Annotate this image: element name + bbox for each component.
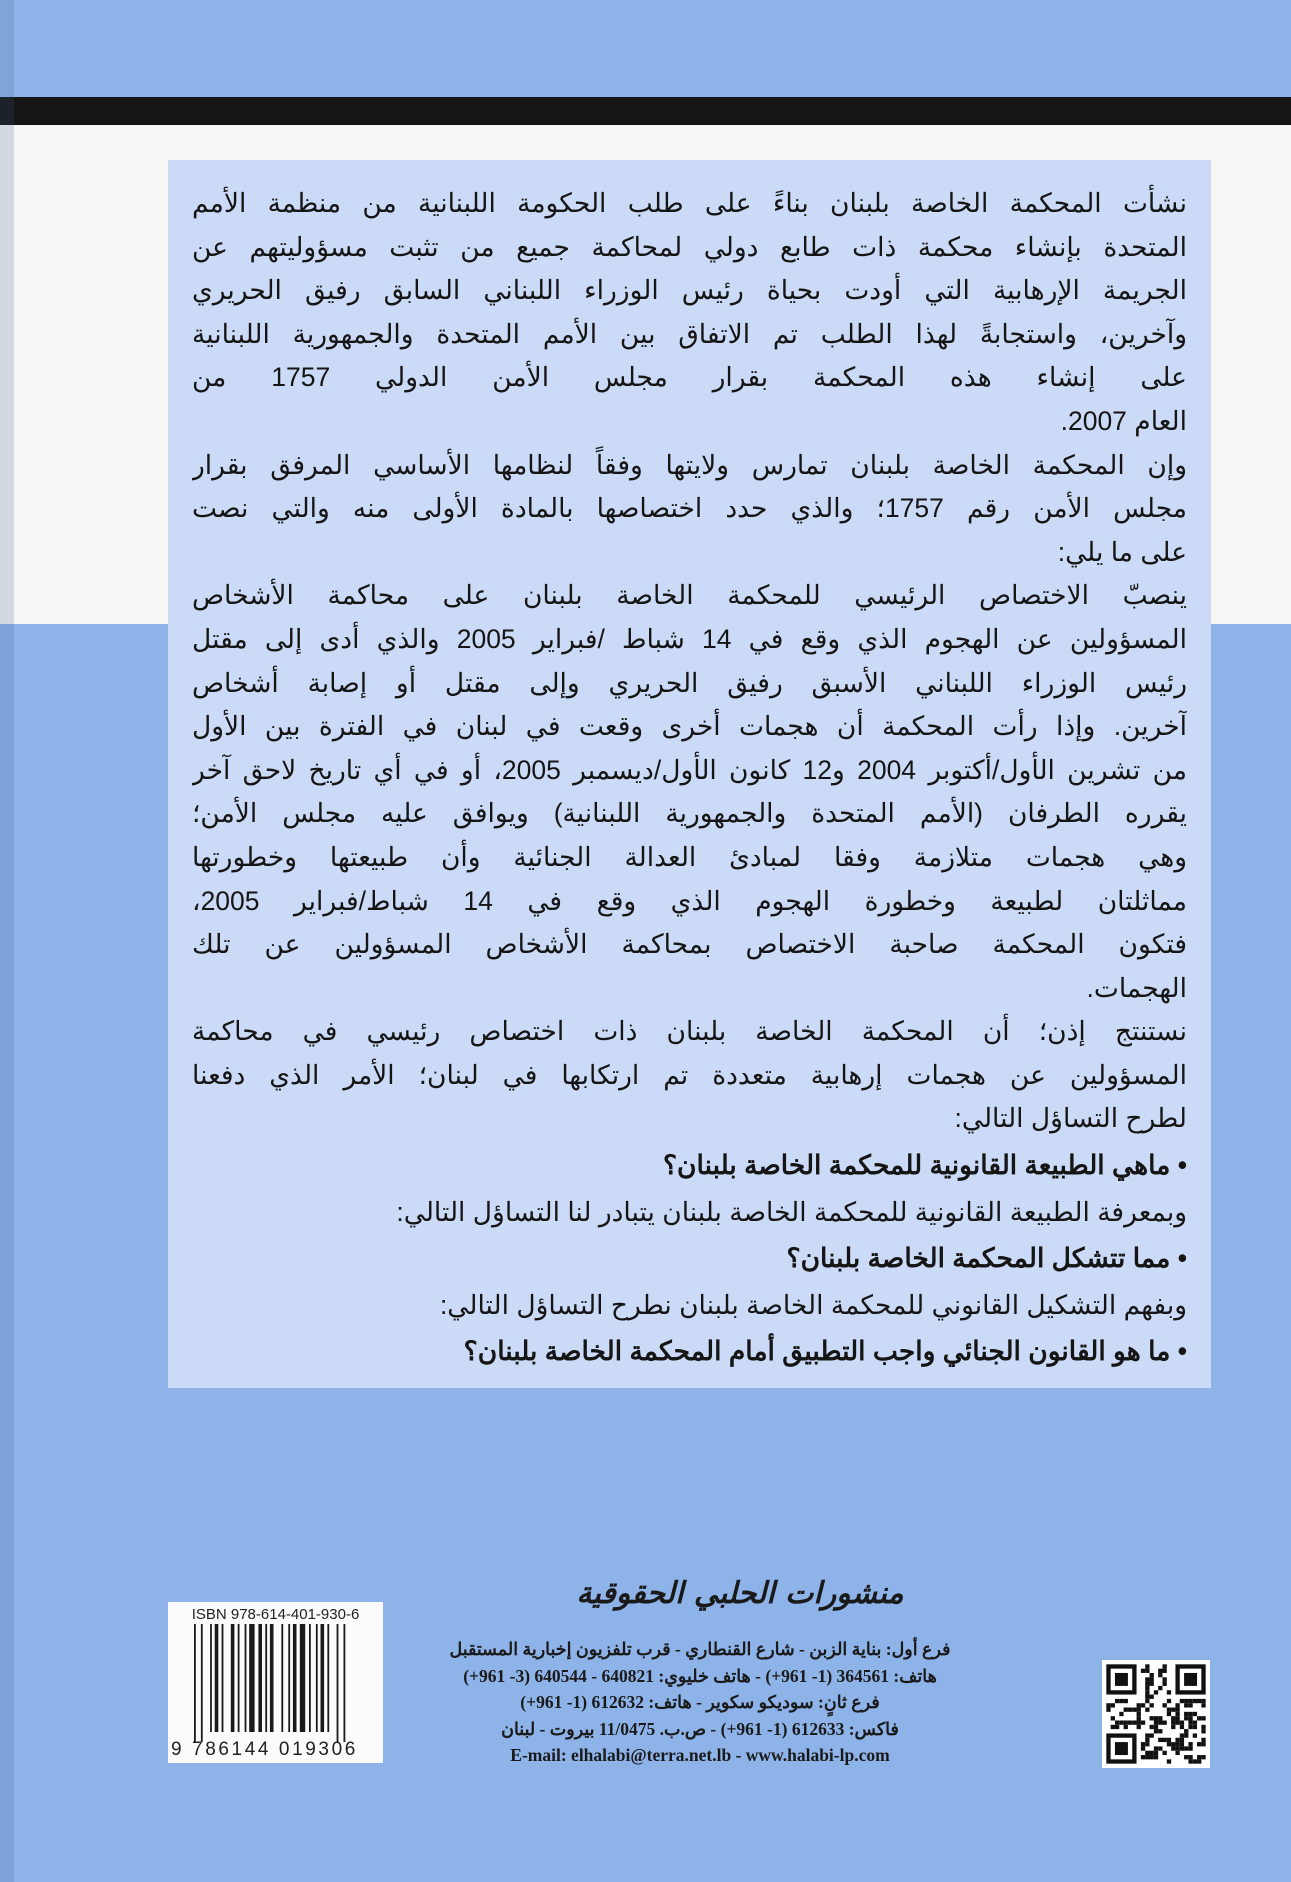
- qr-module: [1201, 1699, 1205, 1703]
- qr-module: [1154, 1751, 1158, 1755]
- publisher-fax: فاكس: 612633 (1- 961+) - ص.ب. 11/0475 بيروت - لبنان: [501, 1718, 899, 1739]
- qr-module: [1150, 1703, 1154, 1707]
- blurb-line: لطرح التساؤل التالي:: [954, 1103, 1187, 1134]
- qr-module: [1158, 1716, 1162, 1720]
- barcode-bar: [194, 1624, 196, 1742]
- qr-module: [1201, 1738, 1205, 1742]
- blurb-line: وبمعرفة الطبيعة القانونية للمحكمة الخاصة بلبنان يتبادر لنا التساؤل التالي:: [396, 1196, 1187, 1227]
- qr-module: [1184, 1699, 1188, 1703]
- blurb-line: وبفهم التشكيل القانوني للمحكمة الخاصة بلبنان نطرح التساؤل التالي:: [439, 1289, 1187, 1320]
- qr-module: [1171, 1720, 1175, 1724]
- qr-module: [1150, 1695, 1154, 1699]
- qr-module: [1171, 1742, 1175, 1746]
- qr-module: [1145, 1708, 1149, 1712]
- barcode-bar: [231, 1624, 235, 1732]
- qr-module: [1158, 1729, 1162, 1733]
- qr-finder: [1115, 1742, 1128, 1755]
- blurb-line: من تشرين الأول/أكتوبر 2004 و12 كانون الأول/ديسمبر 2005، أو في أي تاريخ لاحق آخر: [192, 754, 1187, 785]
- qr-module: [1180, 1742, 1184, 1746]
- qr-module: [1197, 1755, 1201, 1759]
- qr-module: [1201, 1716, 1205, 1720]
- qr-module: [1158, 1738, 1162, 1742]
- qr-module: [1106, 1703, 1110, 1707]
- qr-module: [1124, 1720, 1128, 1724]
- qr-module: [1137, 1712, 1141, 1716]
- qr-module: [1119, 1720, 1123, 1724]
- blurb-line: ينصبّ الاختصاص الرئيسي للمحكمة الخاصة بلبنان على محاكمة الأشخاص: [192, 580, 1187, 611]
- qr-module: [1201, 1742, 1205, 1746]
- qr-module: [1162, 1677, 1166, 1681]
- blurb-line: وهي هجمات متلازمة وفقا لمبادئ العدالة الجنائية وأن طبيعتها وخطورتها: [192, 841, 1187, 872]
- qr-module: [1141, 1746, 1145, 1750]
- qr-module: [1124, 1708, 1128, 1712]
- qr-module: [1150, 1677, 1154, 1681]
- blurb-line: يقرره الطرفان (الأمم المتحدة والجمهورية اللبنانية) ويوافق عليه مجلس الأمن؛: [192, 798, 1187, 829]
- ean-number: 9 786144 019306: [171, 1739, 358, 1760]
- blurb-text-box: [168, 160, 1211, 1388]
- qr-module: [1201, 1703, 1205, 1707]
- barcode-bar: [265, 1624, 267, 1732]
- qr-module: [1150, 1751, 1154, 1755]
- qr-module: [1184, 1733, 1188, 1737]
- qr-module: [1154, 1690, 1158, 1694]
- qr-module: [1145, 1690, 1149, 1694]
- barcode-bar: [258, 1624, 262, 1732]
- qr-module: [1145, 1755, 1149, 1759]
- qr-module: [1171, 1746, 1175, 1750]
- qr-module: [1141, 1720, 1145, 1724]
- qr-module: [1141, 1742, 1145, 1746]
- blurb-line: وإن المحكمة الخاصة بلبنان تمارس ولايتها وفقاً لنظامها الأساسي المرفق بقرار: [192, 449, 1187, 480]
- barcode-bar: [215, 1624, 219, 1732]
- blurb-line: مماثلتان لطبيعة وخطورة الهجوم الذي وقع في 14 شباط/فبراير 2005،: [192, 885, 1187, 916]
- qr-module: [1128, 1708, 1132, 1712]
- qr-module: [1193, 1759, 1197, 1763]
- qr-module: [1132, 1720, 1136, 1724]
- qr-module: [1162, 1751, 1166, 1755]
- qr-module: [1145, 1664, 1149, 1668]
- qr-module: [1167, 1708, 1171, 1712]
- blurb-line: على إنشاء هذه المحكمة بقرار مجلس الأمن الدولي 1757 من: [192, 362, 1187, 393]
- barcode-bar: [337, 1624, 339, 1742]
- qr-module: [1188, 1716, 1192, 1720]
- qr-module: [1137, 1703, 1141, 1707]
- qr-module: [1175, 1738, 1179, 1742]
- qr-module: [1141, 1669, 1145, 1673]
- qr-module: [1137, 1708, 1141, 1712]
- question-3: • ما هو القانون الجنائي واجب التطبيق أمام المحكمة الخاصة بلبنان؟: [463, 1336, 1187, 1367]
- barcode-bar: [327, 1624, 329, 1732]
- qr-module: [1193, 1733, 1197, 1737]
- qr-module: [1171, 1725, 1175, 1729]
- qr-module: [1184, 1716, 1188, 1720]
- qr-module: [1145, 1733, 1149, 1737]
- blurb-line: المسؤولين عن هجمات إرهابية متعددة تم ارتكابها في لبنان؛ الأمر الذي دفعنا: [192, 1059, 1187, 1090]
- blurb-line: نستنتج إذن؛ أن المحكمة الخاصة بلبنان ذات اختصاص رئيسي في محاكمة: [192, 1016, 1187, 1047]
- qr-module: [1145, 1695, 1149, 1699]
- qr-module: [1184, 1746, 1188, 1750]
- qr-module: [1158, 1686, 1162, 1690]
- qr-module: [1106, 1708, 1110, 1712]
- blurb-line: آخرين. وإذا رأت المحكمة أن هجمات أخرى وقعت في لبنان في الفترة بين الأول: [192, 711, 1187, 742]
- qr-finder: [1184, 1673, 1197, 1686]
- qr-module: [1137, 1720, 1141, 1724]
- qr-module: [1201, 1755, 1205, 1759]
- qr-module: [1154, 1720, 1158, 1724]
- qr-module: [1111, 1716, 1115, 1720]
- qr-module: [1167, 1699, 1171, 1703]
- qr-module: [1188, 1712, 1192, 1716]
- publisher-address-1: فرع أول: بناية الزبن - شارع القنطاري - قرب تلفزيون إخبارية المستقبل: [449, 1639, 951, 1659]
- qr-module: [1175, 1751, 1179, 1755]
- publisher-address-2: فرع ثانٍ: سوديكو سكوير - هاتف: 612632 (1- 961+): [520, 1692, 880, 1712]
- qr-module: [1111, 1703, 1115, 1707]
- qr-module: [1154, 1746, 1158, 1750]
- qr-module: [1162, 1664, 1166, 1668]
- qr-module: [1167, 1712, 1171, 1716]
- qr-module: [1158, 1669, 1162, 1673]
- blurb-line: المسؤولين عن الهجوم الذي وقع في 14 شباط /فبراير 2005 والذي أدى إلى مقتل: [192, 623, 1187, 654]
- qr-module: [1180, 1733, 1184, 1737]
- qr-module: [1188, 1703, 1192, 1707]
- qr-module: [1154, 1755, 1158, 1759]
- barcode-bar: [210, 1624, 212, 1732]
- qr-module: [1197, 1742, 1201, 1746]
- qr-module: [1150, 1673, 1154, 1677]
- qr-module: [1154, 1716, 1158, 1720]
- qr-module: [1124, 1699, 1128, 1703]
- barcode-bar: [309, 1624, 311, 1732]
- qr-module: [1145, 1677, 1149, 1681]
- blurb-line: رئيس الوزراء اللبناني الأسبق رفيق الحريري وإلى مقتل أو إصابة أشخاص: [192, 667, 1187, 698]
- qr-module: [1197, 1716, 1201, 1720]
- barcode-bar: [222, 1624, 224, 1732]
- publisher-phone: هاتف: 364561 (1- 961+) - هاتف خليوي: 640821 - 640544 (3- 961+): [463, 1665, 937, 1686]
- qr-module: [1141, 1755, 1145, 1759]
- qr-module: [1188, 1725, 1192, 1729]
- isbn-label: ISBN 978-614-401-930-6: [191, 1606, 360, 1623]
- qr-module: [1175, 1703, 1179, 1707]
- barcode-bar: [288, 1624, 290, 1732]
- qr-module: [1175, 1712, 1179, 1716]
- qr-module: [1175, 1742, 1179, 1746]
- qr-module: [1171, 1716, 1175, 1720]
- qr-module: [1158, 1720, 1162, 1724]
- qr-module: [1180, 1746, 1184, 1750]
- barcode-bar: [321, 1624, 325, 1732]
- qr-module: [1193, 1699, 1197, 1703]
- qr-module: [1150, 1725, 1154, 1729]
- qr-module: [1145, 1669, 1149, 1673]
- cover-black-band: [0, 97, 1291, 125]
- publisher-info: [420, 1636, 980, 1769]
- qr-module: [1180, 1720, 1184, 1724]
- barcode-bar: [245, 1624, 247, 1732]
- qr-module: [1141, 1703, 1145, 1707]
- qr-module: [1128, 1720, 1132, 1724]
- blurb-line: نشأت المحكمة الخاصة بلبنان بناءً على طلب الحكومة اللبنانية من منظمة الأمم: [192, 188, 1187, 218]
- qr-module: [1162, 1703, 1166, 1707]
- qr-finder: [1115, 1673, 1128, 1686]
- barcode-bar: [249, 1624, 254, 1732]
- barcode-bar: [201, 1624, 203, 1742]
- qr-module: [1145, 1699, 1149, 1703]
- qr-module: [1150, 1755, 1154, 1759]
- qr-module: [1167, 1759, 1171, 1763]
- question-2: • مما تتشكل المحكمة الخاصة بلبنان؟: [786, 1243, 1187, 1274]
- barcode-bar: [316, 1624, 318, 1732]
- qr-module: [1184, 1703, 1188, 1707]
- qr-module: [1193, 1725, 1197, 1729]
- qr-module: [1162, 1738, 1166, 1742]
- qr-module: [1162, 1720, 1166, 1724]
- barcode-bar: [300, 1624, 305, 1732]
- qr-module: [1180, 1738, 1184, 1742]
- qr-module: [1115, 1699, 1119, 1703]
- qr-module: [1188, 1746, 1192, 1750]
- qr-module: [1175, 1708, 1179, 1712]
- qr-module: [1188, 1720, 1192, 1724]
- qr-module: [1175, 1746, 1179, 1750]
- qr-module: [1197, 1759, 1201, 1763]
- blurb-line: الهجمات.: [1086, 972, 1187, 1003]
- barcode-bar: [281, 1624, 283, 1732]
- qr-module: [1201, 1729, 1205, 1733]
- blurb-line: فتكون المحكمة صاحبة الاختصاص بمحاكمة الأشخاص المسؤولين عن تلك: [192, 929, 1187, 960]
- qr-module: [1167, 1742, 1171, 1746]
- blurb-line: وآخرين، واستجابةً لهذا الطلب تم الاتفاق بين الأمم المتحدة والجمهورية اللبنانية: [192, 318, 1187, 349]
- qr-module: [1119, 1699, 1123, 1703]
- qr-module: [1115, 1720, 1119, 1724]
- blurb-line: على ما يلي:: [1057, 536, 1187, 567]
- blurb-line: المتحدة بإنشاء محكمة ذات طابع دولي لمحاكمة جميع من تثبت مسؤوليتهم عن: [192, 231, 1187, 262]
- qr-module: [1119, 1712, 1123, 1716]
- barcode-bar: [344, 1624, 346, 1742]
- qr-module: [1115, 1725, 1119, 1729]
- qr-module: [1188, 1755, 1192, 1759]
- publisher-contact: E-mail: elhalabi@terra.net.lb - www.halabi-lp.com: [510, 1745, 890, 1765]
- cover-top-blue: [0, 0, 1291, 97]
- qr-module: [1184, 1729, 1188, 1733]
- barcode-bar: [238, 1624, 240, 1732]
- qr-module: [1150, 1716, 1154, 1720]
- qr-module: [1145, 1738, 1149, 1742]
- blurb-line: الجريمة الإرهابية التي أودت بحياة رئيس الوزراء اللبناني السابق رفيق الحريري: [192, 275, 1187, 306]
- qr-module: [1171, 1708, 1175, 1712]
- barcode-bars: [194, 1624, 390, 1744]
- qr-module: [1137, 1725, 1141, 1729]
- publisher-logo: منشورات الحلبي الحقوقية: [576, 1576, 904, 1611]
- qr-module: [1145, 1682, 1149, 1686]
- qr-module: [1132, 1708, 1136, 1712]
- qr-module: [1124, 1725, 1128, 1729]
- qr-module: [1184, 1755, 1188, 1759]
- qr-module: [1145, 1751, 1149, 1755]
- qr-module: [1201, 1725, 1205, 1729]
- qr-module: [1158, 1673, 1162, 1677]
- qr-module: [1145, 1686, 1149, 1690]
- blurb-line: العام 2007.: [1060, 405, 1187, 436]
- qr-module: [1167, 1738, 1171, 1742]
- qr-module: [1162, 1669, 1166, 1673]
- qr-module: [1137, 1716, 1141, 1720]
- blurb-line: مجلس الأمن رقم 1757؛ والذي حدد اختصاصها بالمادة الأولى منه والتي نصت: [192, 493, 1187, 524]
- qr-module: [1188, 1742, 1192, 1746]
- question-1: • ماهي الطبيعة القانونية للمحكمة الخاصة بلبنان؟: [662, 1150, 1187, 1181]
- qr-module: [1184, 1712, 1188, 1716]
- isbn-barcode: [168, 1602, 383, 1763]
- qr-module: [1162, 1682, 1166, 1686]
- spine-edge: [0, 0, 14, 1882]
- qr-module: [1154, 1725, 1158, 1729]
- qr-module: [1193, 1712, 1197, 1716]
- qr-module: [1188, 1699, 1192, 1703]
- qr-module: [1154, 1729, 1158, 1733]
- qr-module: [1167, 1690, 1171, 1694]
- qr-module: [1150, 1682, 1154, 1686]
- qr-module: [1175, 1720, 1179, 1724]
- qr-module: [1193, 1720, 1197, 1724]
- qr-module: [1175, 1716, 1179, 1720]
- qr-module: [1150, 1733, 1154, 1737]
- barcode-bar: [270, 1624, 274, 1732]
- qr-module: [1188, 1759, 1192, 1763]
- qr-module: [1145, 1742, 1149, 1746]
- barcode-bar: [293, 1624, 297, 1732]
- qr-code: [1102, 1660, 1210, 1768]
- qr-module: [1158, 1746, 1162, 1750]
- qr-module: [1111, 1725, 1115, 1729]
- qr-module: [1197, 1699, 1201, 1703]
- qr-module: [1180, 1699, 1184, 1703]
- qr-module: [1180, 1725, 1184, 1729]
